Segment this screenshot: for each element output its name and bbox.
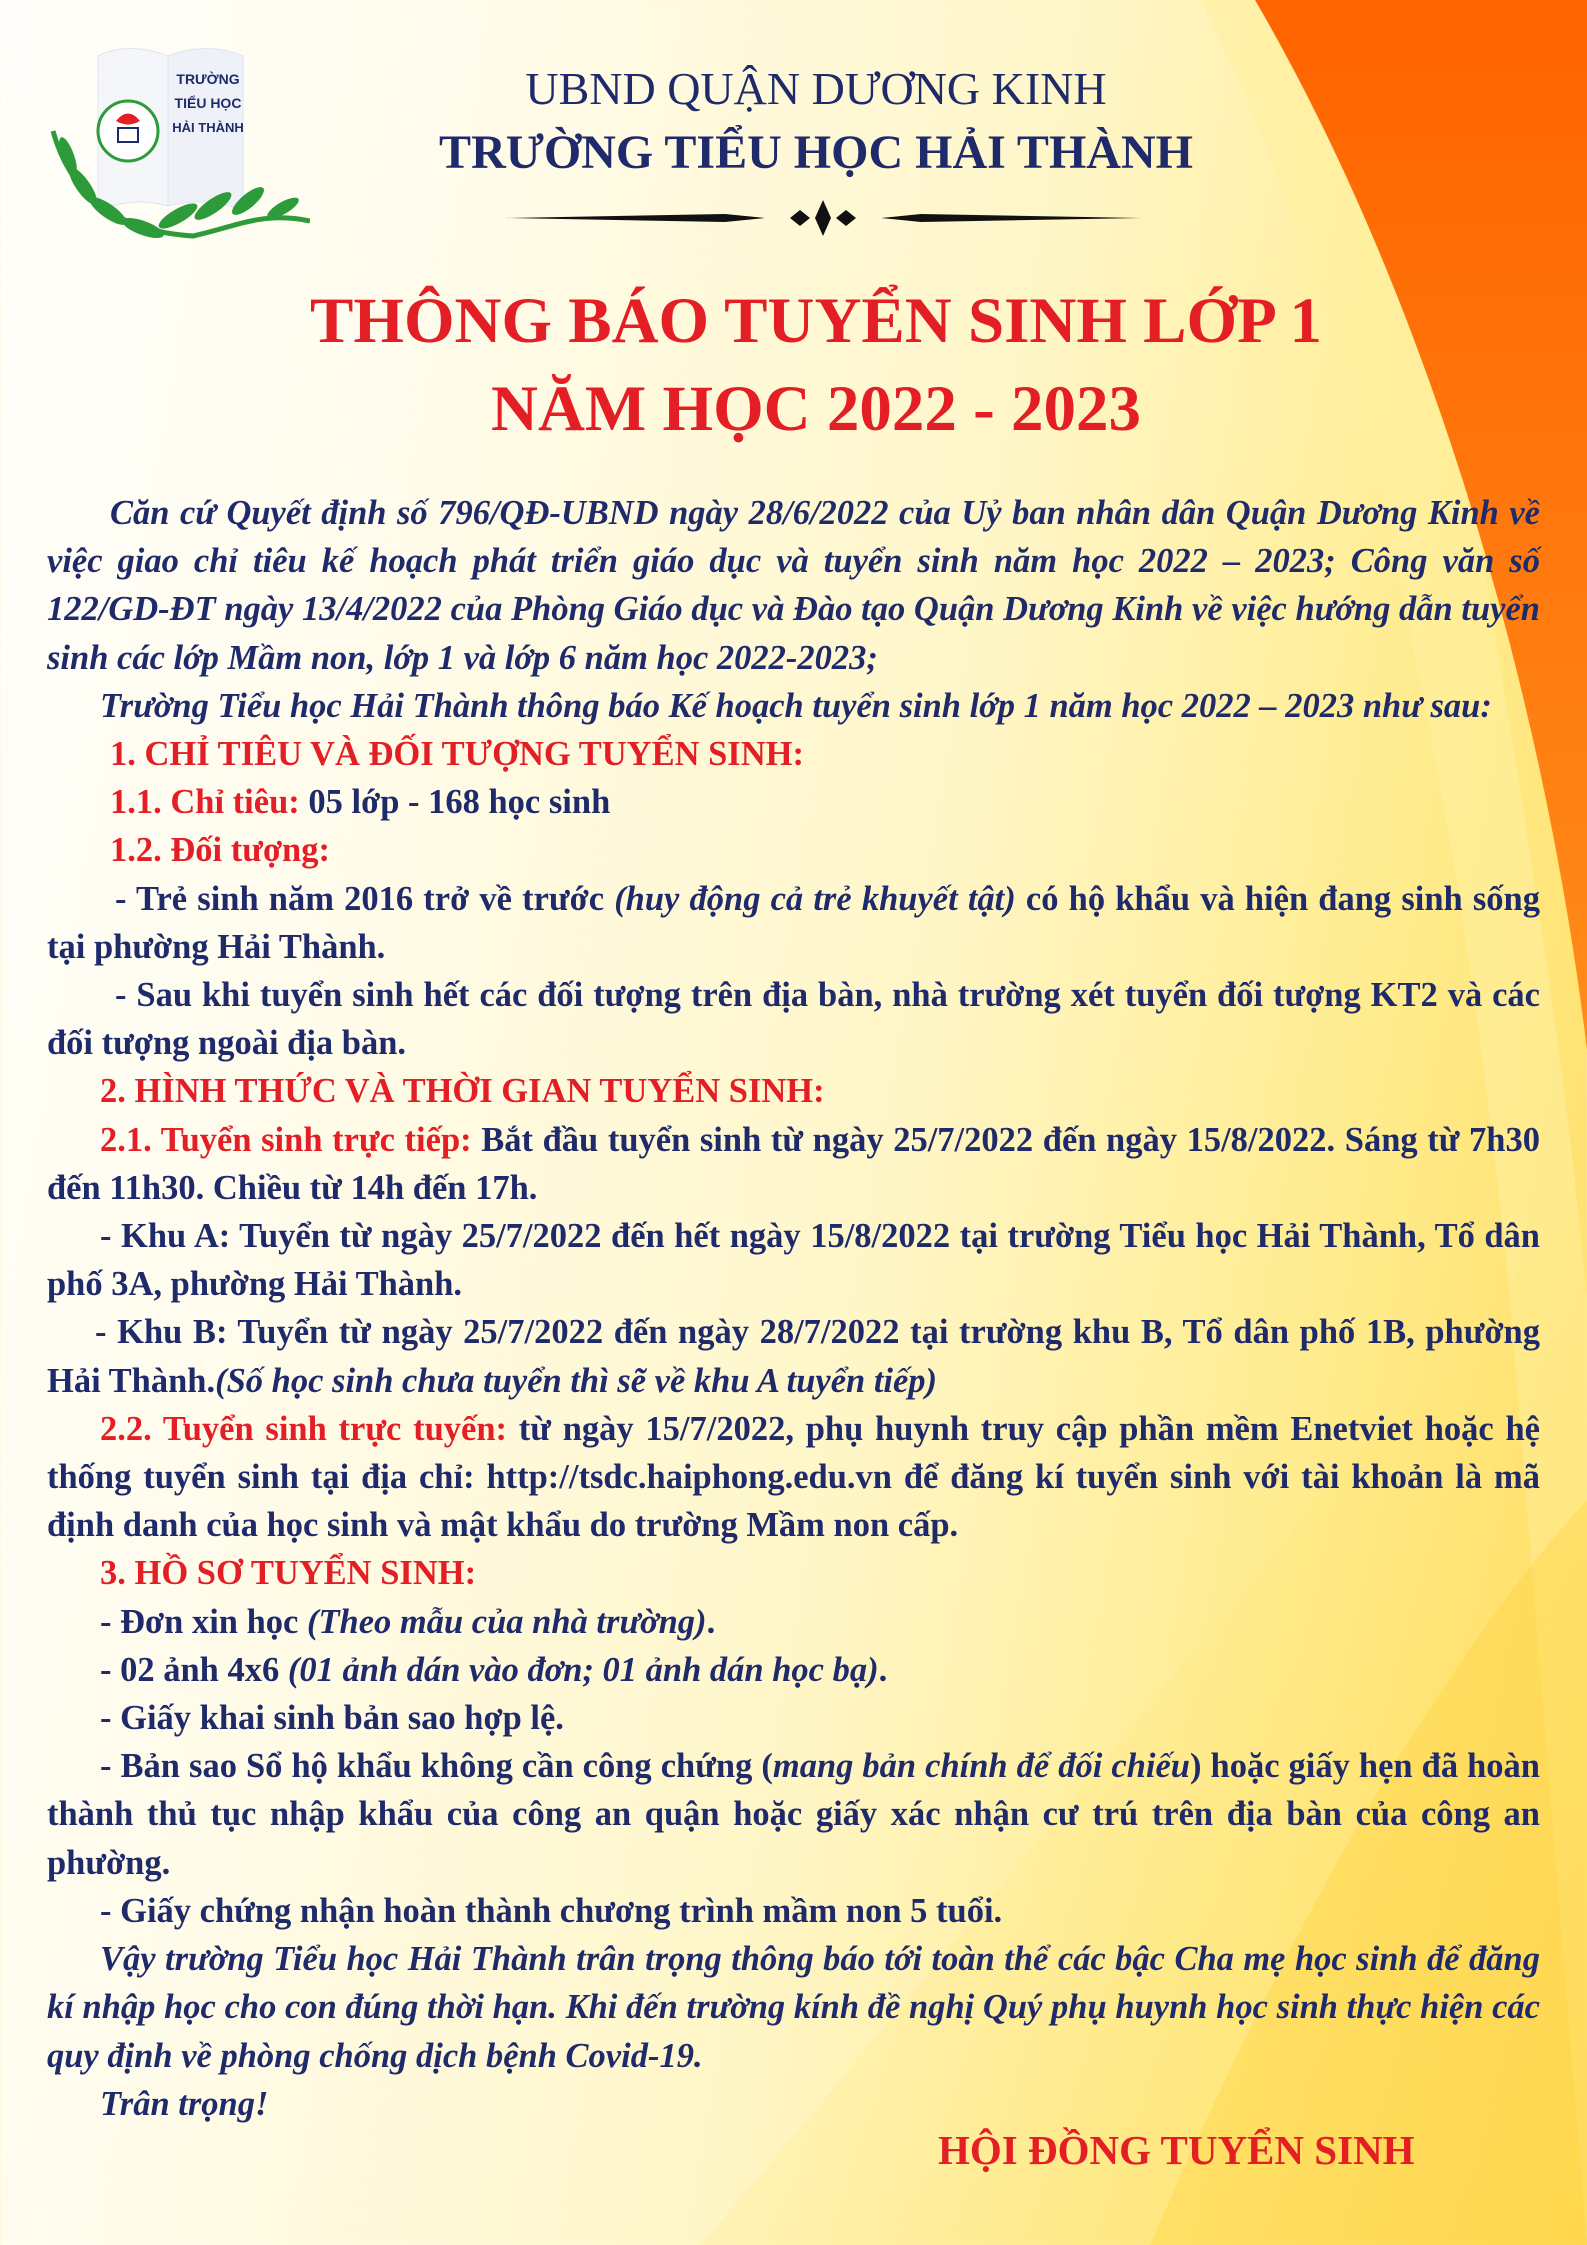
legal-basis-paragraph: Căn cứ Quyết định số 796/QĐ-UBND ngày 28/6/2022 của Uỷ ban nhân dân Quận Dương Kinh về việc giao chỉ tiêu kế hoạch phát triển giáo dục và tuyển sinh năm học 2022 – 2023; Công văn số 122/GD-ĐT ngày 13/4/2022 của Phòng Giáo dục và Đào tạo Quận Dương Kinh về việc hướng dẫn tuyển sinh các lớp Mầm non, lớp 1 và lớp 6 năm học 2022-2023; xyxy=(47,494,1540,677)
direct-enrollment xyxy=(47,1116,1540,1212)
target-heading: 1.2. Đối tượng: xyxy=(110,831,330,870)
zone-b-item xyxy=(47,1308,1540,1404)
document-note: (01 ảnh dán vào đơn; 01 ảnh dán học bạ) xyxy=(287,1650,879,1689)
document-item: - Giấy khai sinh bản sao hợp lệ. xyxy=(100,1699,564,1738)
target-item: - Sau khi tuyển sinh hết các đối tượng trên địa bàn, nhà trường xét tuyển đối tượng KT2 và các đối tượng ngoài địa bàn. xyxy=(47,976,1540,1063)
online-value: từ ngày 15/7/2022, phụ huynh truy cập phần mềm Enetviet hoặc hệ thống tuyển sinh tại địa chỉ: http://tsdc.haiphong.edu.vn để đăng kí tuyển sinh với tài khoản là mã định danh của học sinh và mật khẩu do trường Mầm non cấp. xyxy=(47,1409,1540,1545)
online-label: 2.2. Tuyển sinh trực tuyến: xyxy=(100,1409,508,1448)
notice-title: THÔNG BÁO TUYỂN SINH LỚP 1 xyxy=(310,285,1322,357)
svg-text:TIỂU HỌC: TIỂU HỌC xyxy=(174,95,242,111)
svg-text:HẢI THÀNH: HẢI THÀNH xyxy=(172,120,244,135)
notice-body xyxy=(47,489,1540,2128)
document-item xyxy=(47,1742,1540,1887)
target-item xyxy=(47,875,1540,971)
document-item: - Giấy chứng nhận hoàn thành chương trình mầm non 5 tuổi. xyxy=(100,1891,1003,1930)
document-text: ) hoặc giấy hẹn đã hoàn thành thủ tục nhập khẩu của công an quận hoặc giấy xác nhận cư trú trên địa bàn của công an phường. xyxy=(47,1747,1540,1882)
school-name: TRƯỜNG TIỂU HỌC HẢI THÀNH xyxy=(439,126,1193,179)
document-text: . xyxy=(878,1650,888,1689)
online-enrollment xyxy=(47,1405,1540,1550)
quota-value: 05 lớp - 168 học sinh xyxy=(299,783,611,822)
target-text: có hộ khẩu và hiện đang sinh sống tại phường Hải Thành. xyxy=(47,879,1540,966)
zone-a-item: - Khu A: Tuyển từ ngày 25/7/2022 đến hết ngày 15/8/2022 tại trường Tiểu học Hải Thành, Tổ dân phố 3A, phường Hải Thành. xyxy=(47,1217,1540,1304)
direct-value: Bắt đầu tuyển sinh từ ngày 25/7/2022 đến ngày 15/8/2022. Sáng từ 7h30 đến 11h30. Chiều từ 14h đến 17h. xyxy=(47,1120,1540,1207)
target-text: - Trẻ sinh năm 2016 trở về trước xyxy=(115,879,615,918)
ornamental-divider xyxy=(505,200,1141,236)
announcement-paragraph: Trường Tiểu học Hải Thành thông báo Kế hoạch tuyển sinh lớp 1 năm học 2022 – 2023 như sau: xyxy=(100,686,1492,725)
quota-label: 1.1. Chỉ tiêu: xyxy=(110,783,300,822)
direct-label: 2.1. Tuyển sinh trực tiếp: xyxy=(100,1120,472,1159)
quota-line xyxy=(47,778,1540,826)
zone-b-text: - Khu B: Tuyển từ ngày 25/7/2022 đến ngày 28/7/2022 tại trường khu B, Tổ dân phố 1B, phường Hải Thành. xyxy=(47,1313,1540,1400)
section-2-heading: 2. HÌNH THỨC VÀ THỜI GIAN TUYỂN SINH: xyxy=(100,1072,825,1111)
document-note: mang bản chính để đối chiếu xyxy=(772,1747,1190,1786)
target-note: (huy động cả trẻ khuyết tật) xyxy=(614,879,1016,918)
svg-text:TRƯỜNG: TRƯỜNG xyxy=(176,71,240,87)
document-item xyxy=(47,1646,1540,1694)
signature: HỘI ĐỒNG TUYỂN SINH xyxy=(938,2127,1415,2173)
section-3-heading: 3. HỒ SƠ TUYỂN SINH: xyxy=(100,1554,477,1593)
closing-paragraph: Vậy trường Tiểu học Hải Thành trân trọng thông báo tới toàn thể các bậc Cha mẹ học sinh để đăng kí nhập học cho con đúng thời hạn. Khi đến trường kính đề nghị Quý phụ huynh học sinh thực hiện các quy định về phòng chống dịch bệnh Covid-19. xyxy=(47,1940,1540,2075)
document-text: - Bản sao Sổ hộ khẩu không cần công chứng ( xyxy=(100,1747,773,1786)
org-name: UBND QUẬN DƯƠNG KINH xyxy=(525,63,1107,114)
document-note: (Theo mẫu của nhà trường) xyxy=(306,1602,707,1641)
document-text: - 02 ảnh 4x6 xyxy=(100,1650,288,1689)
school-year-title: NĂM HỌC 2022 - 2023 xyxy=(491,373,1141,445)
document-item xyxy=(47,1598,1540,1646)
document-text: - Đơn xin học xyxy=(100,1602,307,1641)
document-text: . xyxy=(706,1602,716,1641)
zone-b-note: (Số học sinh chưa tuyển thì sẽ về khu A tuyển tiếp) xyxy=(215,1361,938,1400)
section-1-heading: 1. CHỈ TIÊU VÀ ĐỐI TƯỢNG TUYỂN SINH: xyxy=(110,735,804,774)
regards: Trân trọng! xyxy=(100,2084,269,2123)
